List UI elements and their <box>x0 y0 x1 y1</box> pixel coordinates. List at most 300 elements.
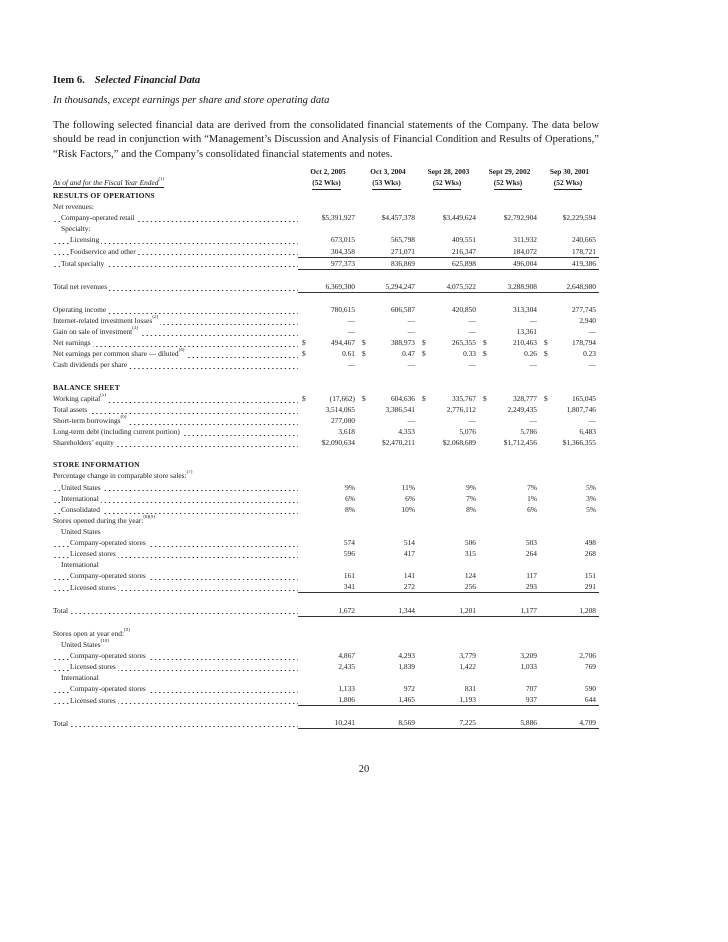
table-row <box>53 359 599 370</box>
row-value: 277,000 <box>330 415 355 425</box>
row-label: Long-term debt (including current portion) <box>53 426 298 437</box>
row-value <box>418 526 479 537</box>
row-value: 5% <box>586 482 596 492</box>
row-value <box>418 639 479 650</box>
row-value: $ 265,355 <box>418 337 479 348</box>
row-value: 514 <box>403 537 415 547</box>
row-label: United States$^{(10)}$ <box>61 638 109 649</box>
column-date: Oct 2, 2005 <box>310 166 346 176</box>
row-value: 6% <box>527 504 537 514</box>
row-value: — <box>529 316 537 326</box>
row-label: Cash dividends per share <box>53 359 298 370</box>
row-label: Short-term borrowings$^{(6)}$ <box>53 415 298 426</box>
row-value: 10,241 <box>298 717 358 729</box>
row-value <box>418 223 479 234</box>
row-value <box>479 515 540 526</box>
table-row <box>53 257 599 269</box>
row-value: 3,618 <box>338 427 355 437</box>
column-weeks: (52 Wks) <box>433 177 461 190</box>
column-weeks: (52 Wks) <box>494 177 522 190</box>
row-value: $1,712,456 <box>503 438 537 448</box>
row-value: 2,706 <box>579 650 596 660</box>
column-weeks: (53 Wks) <box>372 177 400 190</box>
row-value <box>298 559 358 570</box>
row-value <box>298 515 358 526</box>
table-row <box>53 672 599 683</box>
header-dates-row <box>53 166 599 177</box>
section-heading: STORE INFORMATION <box>53 460 140 470</box>
row-value <box>358 526 418 537</box>
row-value: 151 <box>584 571 596 581</box>
table-row <box>53 245 599 257</box>
row-value <box>540 559 599 570</box>
row-value: 315 <box>464 549 476 559</box>
column-date: Sept 29, 2002 <box>488 166 531 176</box>
row-label: Total assets <box>53 404 298 415</box>
column-date: Sep 30, 2001 <box>549 166 590 176</box>
row-value: 5,886 <box>479 717 540 729</box>
row-label: Licensed stores <box>53 694 298 706</box>
row-value: 937 <box>479 694 540 706</box>
table-row <box>53 404 599 415</box>
row-label: Company-operated stores <box>53 683 298 694</box>
section-heading-row <box>53 382 599 393</box>
table-row <box>53 304 599 315</box>
row-value <box>298 201 358 212</box>
row-label: Licensed stores <box>53 548 298 559</box>
row-value: 178,721 <box>540 245 599 257</box>
row-value: 161 <box>343 571 355 581</box>
row-value <box>298 672 358 683</box>
row-value: 1,807,746 <box>566 404 596 414</box>
row-value: 1,201 <box>418 604 479 616</box>
row-label: Working capital$^{(5)}$ <box>53 393 298 404</box>
row-value: 836,869 <box>358 257 418 269</box>
row-value <box>418 672 479 683</box>
row-label: United States <box>53 481 298 492</box>
row-value: 3,514,065 <box>325 404 355 414</box>
intro-paragraph: The following selected financial data are derived from the consolidated financial statements of the Company. The data below should be read in conjunction with “Management’s Discussion and Analysis of Financial Condition and Results of Operations,” “Risk Factors,” and the Company’s consolidated financial statements and notes. <box>53 120 599 160</box>
table-row <box>53 326 599 337</box>
row-value: 673,015 <box>330 235 355 245</box>
row-value: 124 <box>464 571 476 581</box>
row-value <box>358 639 418 650</box>
row-spacer <box>53 706 599 718</box>
row-value: 8,569 <box>358 717 418 729</box>
row-value: 2,648,980 <box>540 281 599 293</box>
row-value: 313,304 <box>512 305 537 315</box>
row-value: 506 <box>464 537 476 547</box>
row-value: — <box>407 327 415 337</box>
row-value: 291 <box>540 581 599 593</box>
table-row <box>53 683 599 694</box>
row-value <box>418 628 479 639</box>
row-label: Company-operated stores <box>53 537 298 548</box>
row-value: 304,358 <box>298 245 358 257</box>
row-value: 277,745 <box>571 305 596 315</box>
row-value: 5% <box>586 504 596 514</box>
row-value: — <box>407 316 415 326</box>
currency-symbol: $ <box>483 393 487 403</box>
row-value: 972 <box>403 684 415 694</box>
row-value: 417 <box>403 549 415 559</box>
row-label: Internet-related investment losses$^{(2)}$ <box>53 315 298 326</box>
item-heading <box>53 74 599 88</box>
row-value: 1,177 <box>479 604 540 616</box>
row-value <box>358 201 418 212</box>
row-spacer <box>53 292 599 304</box>
row-value: $3,449,624 <box>442 213 476 223</box>
row-value: 264 <box>525 549 537 559</box>
table-row <box>53 337 599 348</box>
row-label: Licensed stores <box>53 581 298 593</box>
row-value: 596 <box>343 549 355 559</box>
document-page <box>53 74 599 729</box>
row-value: $2,090,634 <box>321 438 355 448</box>
row-value: 644 <box>540 694 599 706</box>
table-row <box>53 548 599 559</box>
row-value <box>540 470 599 481</box>
row-value: 5,076 <box>459 427 476 437</box>
row-value: 590 <box>584 684 596 694</box>
row-value: 117 <box>526 571 537 581</box>
row-value <box>358 559 418 570</box>
section-heading: RESULTS OF OPERATIONS <box>53 191 155 201</box>
row-value: 420,850 <box>451 305 476 315</box>
currency-symbol: $ <box>362 393 366 403</box>
table-row <box>53 212 599 223</box>
row-label: Net earnings <box>53 337 298 348</box>
table-row <box>53 315 599 326</box>
row-value: 7% <box>466 493 476 503</box>
table-row <box>53 504 599 515</box>
currency-symbol: $ <box>422 393 426 403</box>
item-number: Item 6. <box>53 75 85 86</box>
row-value: 5,294,247 <box>358 281 418 293</box>
row-label: Operating income <box>53 304 298 315</box>
row-value <box>298 223 358 234</box>
row-value <box>479 201 540 212</box>
row-value <box>479 628 540 639</box>
row-value <box>540 672 599 683</box>
row-label: International <box>61 673 99 683</box>
currency-symbol: $ <box>422 338 426 348</box>
row-value: — <box>588 360 596 370</box>
row-value: $ 335,767 <box>418 393 479 404</box>
row-value <box>479 672 540 683</box>
row-label: Licensed stores <box>53 661 298 672</box>
currency-symbol: $ <box>302 338 306 348</box>
table-row <box>53 493 599 504</box>
row-value: $ 604,636 <box>358 393 418 404</box>
row-value: $4,457,378 <box>381 213 415 223</box>
row-value: 3,386,541 <box>385 404 415 414</box>
row-value: 293 <box>479 581 540 593</box>
currency-symbol: $ <box>302 349 306 359</box>
table-row <box>53 661 599 672</box>
table-row <box>53 537 599 548</box>
row-value: 3% <box>586 493 596 503</box>
row-value <box>540 639 599 650</box>
column-weeks: (52 Wks) <box>554 177 582 190</box>
row-value: 216,347 <box>418 245 479 257</box>
row-value: 10% <box>401 504 415 514</box>
row-spacer <box>53 616 599 628</box>
row-value: 6% <box>345 493 355 503</box>
row-label: International <box>61 560 99 570</box>
row-label: Net earnings per common share — diluted$^{(4)}$ <box>53 348 298 359</box>
row-value: $2,470,211 <box>382 438 415 448</box>
row-value: $ 0.47 <box>358 348 418 359</box>
row-value: 1,465 <box>358 694 418 706</box>
fiscal-year-label: As of and for the Fiscal Year Ended$^{(1)}$ <box>53 176 165 187</box>
row-value: $2,068,689 <box>442 438 476 448</box>
row-value: 7% <box>527 482 537 492</box>
table-row <box>53 628 599 639</box>
row-label: Total <box>53 717 298 729</box>
section-heading-row <box>53 459 599 470</box>
row-value: 272 <box>358 581 418 593</box>
currency-symbol: $ <box>544 338 548 348</box>
table-row <box>53 515 599 526</box>
row-value: 256 <box>418 581 479 593</box>
row-value: 2,940 <box>579 316 596 326</box>
row-value: — <box>588 327 596 337</box>
row-label: Company-operated stores <box>53 650 298 661</box>
column-date: Oct 3, 2004 <box>370 166 406 176</box>
row-value: 4,293 <box>398 650 415 660</box>
row-value: — <box>407 415 415 425</box>
row-label: Licensing <box>53 234 298 245</box>
row-value: 2,435 <box>338 662 355 672</box>
row-value: 3,288,908 <box>479 281 540 293</box>
row-value: — <box>347 327 355 337</box>
row-value: — <box>468 327 476 337</box>
row-value: 574 <box>343 537 355 547</box>
row-label: Consolidated <box>53 504 298 515</box>
row-value <box>479 526 540 537</box>
row-value: $ 0.61 <box>298 348 358 359</box>
column-date: Sept 28, 2003 <box>427 166 470 176</box>
row-label: Gain on sale of investment$^{(3)}$ <box>53 326 298 337</box>
row-value: 977,373 <box>298 257 358 269</box>
row-value: $2,792,904 <box>503 213 537 223</box>
row-value: 9% <box>466 482 476 492</box>
row-value: — <box>529 415 537 425</box>
item-title: Selected Financial Data <box>94 75 201 86</box>
currency-symbol: $ <box>362 338 366 348</box>
row-value: 1,839 <box>398 662 415 672</box>
row-value: $ 0.26 <box>479 348 540 359</box>
row-value <box>418 559 479 570</box>
row-value <box>358 470 418 481</box>
row-value: 2,249,435 <box>507 404 537 414</box>
row-value <box>479 559 540 570</box>
row-value: 4,709 <box>540 717 599 729</box>
row-value <box>540 628 599 639</box>
row-value <box>358 672 418 683</box>
table-row <box>53 470 599 481</box>
row-value: 9% <box>345 482 355 492</box>
row-value <box>540 223 599 234</box>
row-value: — <box>468 415 476 425</box>
row-value: 565,798 <box>390 235 415 245</box>
row-value <box>358 223 418 234</box>
row-value: 271,071 <box>358 245 418 257</box>
row-value: $ 0.33 <box>418 348 479 359</box>
row-value: 5,786 <box>520 427 537 437</box>
row-value <box>540 515 599 526</box>
row-value <box>479 470 540 481</box>
row-value: 11% <box>401 482 415 492</box>
row-value <box>298 470 358 481</box>
row-spacer <box>53 448 599 459</box>
header-weeks-row <box>53 177 599 190</box>
row-value: 7,225 <box>418 717 479 729</box>
row-value: 141 <box>403 571 415 581</box>
row-value: $1,366,355 <box>562 438 596 448</box>
row-value: $5,391,927 <box>321 213 355 223</box>
row-value: 2,776,112 <box>446 404 476 414</box>
table-row <box>53 281 599 293</box>
page-number: 20 <box>358 764 370 775</box>
row-value: 498 <box>584 537 596 547</box>
row-label: Total net revenues <box>53 281 298 293</box>
row-value: $ 388,973 <box>358 337 418 348</box>
selected-financial-data-table <box>53 166 599 730</box>
row-value <box>358 515 418 526</box>
table-row <box>53 437 599 448</box>
row-spacer <box>53 593 599 605</box>
row-label: United States <box>61 526 101 536</box>
row-value: 13,361 <box>516 327 537 337</box>
row-value: 4,353 <box>398 427 415 437</box>
row-label: Total specialty <box>53 257 298 269</box>
row-label: Shareholders’ equity <box>53 437 298 448</box>
row-value <box>298 526 358 537</box>
currency-symbol: $ <box>544 349 548 359</box>
row-value: 6% <box>405 493 415 503</box>
row-value: 8% <box>345 504 355 514</box>
row-value: 1,208 <box>540 604 599 616</box>
row-value: 496,004 <box>479 257 540 269</box>
row-value: — <box>588 415 596 425</box>
currency-symbol: $ <box>422 349 426 359</box>
row-value: — <box>347 316 355 326</box>
row-label: Percentage change in comparable store sales:$^{(7)}$ <box>53 470 193 481</box>
row-value <box>418 470 479 481</box>
row-value: 184,072 <box>479 245 540 257</box>
row-value: 341 <box>298 581 358 593</box>
row-value: 707 <box>525 684 537 694</box>
row-value <box>298 628 358 639</box>
row-value: 1,193 <box>418 694 479 706</box>
table-row <box>53 223 599 234</box>
row-value: 240,665 <box>571 235 596 245</box>
row-value <box>298 639 358 650</box>
row-value: 3,209 <box>520 650 537 660</box>
row-value: $2,229,594 <box>562 213 596 223</box>
table-row <box>53 570 599 581</box>
table-row <box>53 481 599 492</box>
row-value: 4,867 <box>338 650 355 660</box>
table-row <box>53 393 599 404</box>
row-label: International <box>53 493 298 504</box>
row-value: 1,422 <box>459 662 476 672</box>
row-value: 419,386 <box>540 257 599 269</box>
row-value <box>479 639 540 650</box>
table-row <box>53 717 599 729</box>
row-value: 780,615 <box>330 305 355 315</box>
row-value: 769 <box>584 662 596 672</box>
row-value: $ 178,794 <box>540 337 599 348</box>
section-heading: BALANCE SHEET <box>53 382 120 392</box>
row-value: 1,672 <box>298 604 358 616</box>
row-value <box>540 201 599 212</box>
row-value: 409,551 <box>451 235 476 245</box>
section-heading-row <box>53 190 599 201</box>
currency-symbol: $ <box>302 393 306 403</box>
currency-symbol: $ <box>544 393 548 403</box>
row-spacer <box>53 370 599 381</box>
row-value: $ 210,463 <box>479 337 540 348</box>
row-value: 4,075,522 <box>418 281 479 293</box>
row-value: $ (17,662) <box>298 393 358 404</box>
row-value: $ 494,467 <box>298 337 358 348</box>
row-label: Stores opened during the year:$^{(8)(9)}$ <box>53 514 155 525</box>
row-value: 503 <box>525 537 537 547</box>
table-row <box>53 526 599 537</box>
row-value <box>418 515 479 526</box>
row-value <box>418 201 479 212</box>
row-value: 1,033 <box>520 662 537 672</box>
row-value <box>540 526 599 537</box>
table-row <box>53 426 599 437</box>
row-label: Foodservice and other <box>53 245 298 257</box>
row-value <box>358 628 418 639</box>
table-row <box>53 234 599 245</box>
row-value: 8% <box>466 504 476 514</box>
table-row <box>53 694 599 706</box>
table-row <box>53 639 599 650</box>
units-note: In thousands, except earnings per share and store operating data <box>53 95 330 106</box>
row-value <box>479 223 540 234</box>
table-row <box>53 604 599 616</box>
row-value: — <box>468 316 476 326</box>
row-value: — <box>407 360 415 370</box>
row-value: 1,133 <box>338 684 355 694</box>
row-value: $ 0.23 <box>540 348 599 359</box>
row-value: 606,587 <box>390 305 415 315</box>
row-value: 6,369,300 <box>298 281 358 293</box>
row-label: Company-operated retail <box>53 212 298 223</box>
table-row <box>53 201 599 212</box>
table-row <box>53 415 599 426</box>
row-value: 1% <box>527 493 537 503</box>
row-value: 3,779 <box>459 650 476 660</box>
currency-symbol: $ <box>483 349 487 359</box>
row-value: $ 165,045 <box>540 393 599 404</box>
row-value: — <box>347 360 355 370</box>
currency-symbol: $ <box>483 338 487 348</box>
table-row <box>53 348 599 359</box>
row-value: 6,483 <box>579 427 596 437</box>
row-label: Specialty: <box>61 224 91 234</box>
currency-symbol: $ <box>362 349 366 359</box>
row-value: — <box>468 360 476 370</box>
column-weeks: (52 Wks) <box>312 177 340 190</box>
row-value: 625,898 <box>418 257 479 269</box>
